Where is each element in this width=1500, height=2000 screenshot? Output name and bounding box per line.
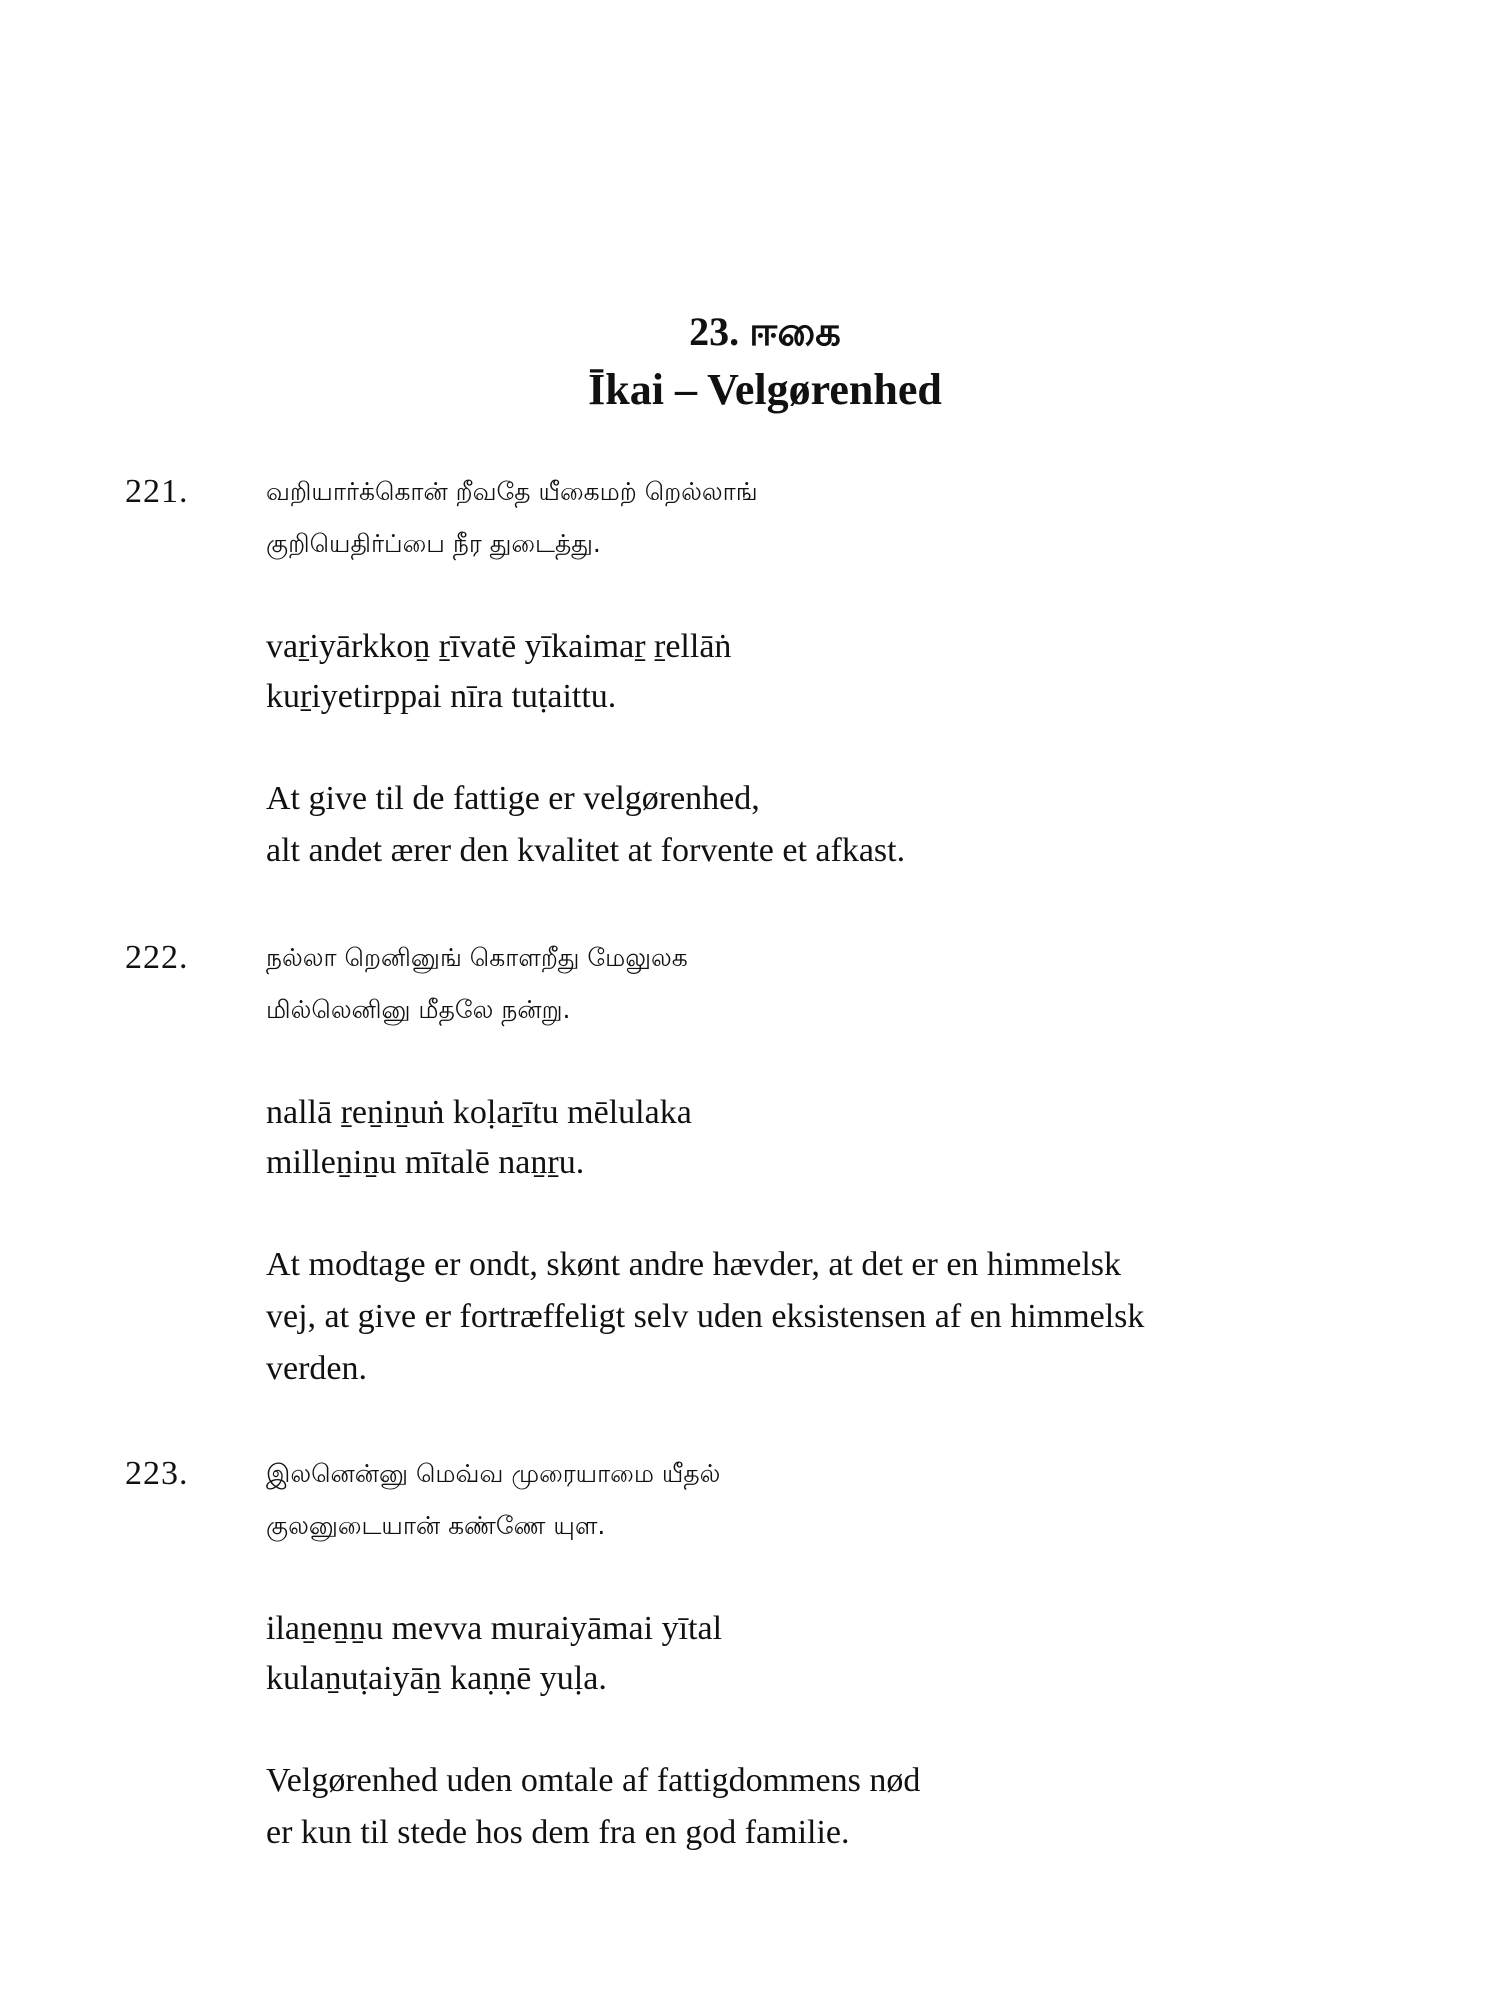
verse-number: 222. [125,939,189,976]
transliteration-line-1: ilaṉeṉṉu mevva muraiyāmai yītal [266,1610,723,1647]
tamil-line-1: வறியார்க்கொன் றீவதே யீகைமற் றெல்லாங் [266,477,758,506]
tamil-line-1: இலனென்னு மெவ்வ முரையாமை யீதல் [266,1459,721,1488]
transliteration-line-1: vaṟiyārkkoṉ ṟīvatē yīkaimaṟ ṟellāṅ [266,628,732,665]
transliteration-line-2: milleṉiṉu mītalē naṉṟu. [266,1144,585,1181]
translation-line-3: verden. [266,1350,368,1387]
translation-line-1: Velgørenhed uden omtale af fattigdommens nød [266,1762,921,1799]
chapter-header [0,304,1500,420]
transliteration-line-1: nallā ṟeṉiṉuṅ koḷaṟītu mēlulaka [266,1094,692,1131]
translation [266,773,1396,877]
transliteration-line-2: kuṟiyetirppai nīra tuṭaittu. [266,678,617,715]
tamil-line-1: நல்லா றெனினுங் கொளறீது மேலுலக [266,943,688,972]
tamil-line-2: குலனுடையான் கண்ணே யுள. [266,1511,606,1540]
translation-line-2: alt andet ærer den kvalitet at forvente et afkast. [266,832,906,869]
translation [266,1239,1396,1395]
translation-line-1: At modtage er ondt, skønt andre hævder, at det er en himmelsk [266,1246,1122,1283]
chapter-title: Īkai – Velgørenhed [588,365,942,414]
verse-number: 223. [125,1455,189,1492]
translation-line-2: vej, at give er fortræffeligt selv uden eksistensen af en himmelsk [266,1298,1145,1335]
verse-number: 221. [125,473,189,510]
tamil-line-2: மில்லெனினு மீதலே நன்று. [266,995,571,1024]
translation-line-1: At give til de fattige er velgørenhed, [266,780,760,817]
tamil-line-2: குறியெதிர்ப்பை நீர துடைத்து. [266,529,601,558]
translation [266,1755,1396,1859]
chapter-number: 23. ஈகை [689,309,841,354]
transliteration-line-2: kulaṉuṭaiyāṉ kaṇṇē yuḷa. [266,1660,607,1697]
translation-line-2: er kun til stede hos dem fra en god familie. [266,1814,850,1851]
